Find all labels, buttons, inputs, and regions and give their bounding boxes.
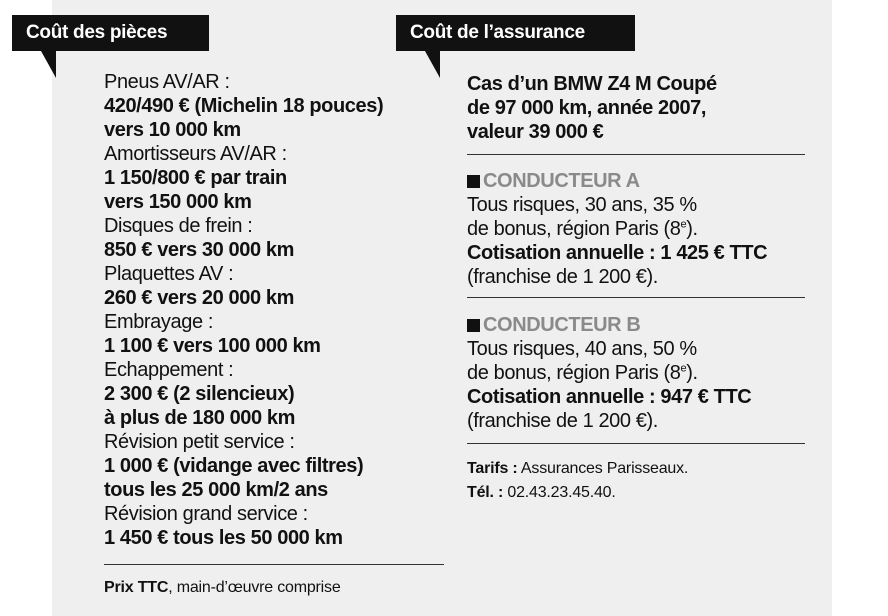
part-value: 850 € vers 30 000 km [104, 239, 294, 261]
parts-item [104, 502, 444, 550]
part-label: Révision petit service : [104, 431, 295, 453]
part-label: Embrayage : [104, 311, 213, 333]
part-label: Echappement : [104, 359, 234, 381]
part-value: à plus de 180 000 km [104, 407, 296, 429]
part-label: Pneus AV/AR : [104, 71, 230, 93]
driver-cotisation [467, 241, 807, 265]
part-value: vers 10 000 km [104, 119, 241, 141]
price-footnote [104, 578, 341, 598]
driver-bonus [467, 361, 807, 385]
driver-bonus-text: de bonus, région Paris (8 [467, 362, 681, 384]
part-label: Plaquettes AV : [104, 263, 234, 285]
part-label: Amortisseurs AV/AR : [104, 143, 287, 165]
parts-item [104, 310, 444, 358]
footnote-bold: Prix TTC [104, 579, 169, 596]
part-label: Disques de frein : [104, 215, 253, 237]
part-value: 1 150/800 € par train [104, 167, 287, 189]
driver-b-block [467, 313, 807, 433]
superscript: e [680, 362, 687, 375]
square-bullet-icon [467, 175, 480, 188]
part-value: 1 100 € vers 100 000 km [104, 335, 321, 357]
divider [467, 154, 805, 155]
part-value: 260 € vers 20 000 km [104, 287, 294, 309]
parts-item [104, 262, 444, 310]
car-line: Cas d’un BMW Z4 M Coupé [467, 73, 717, 95]
driver-a-block [467, 169, 807, 289]
part-label: Révision grand service : [104, 503, 308, 525]
tarifs-label: Tarifs : [467, 460, 518, 477]
tarifs-line [467, 457, 688, 481]
driver-bonus-end: ). [686, 362, 698, 384]
driver-title-text: CONDUCTEUR B [483, 314, 641, 336]
driver-cotisation [467, 385, 807, 409]
car-line: de 97 000 km, année 2007, [467, 97, 707, 119]
parts-item [104, 142, 444, 214]
parts-item [104, 214, 444, 262]
parts-cost-heading: Coût des pièces [12, 15, 209, 51]
car-line: valeur 39 000 € [467, 121, 604, 143]
driver-franchise: (franchise de 1 200 €). [467, 266, 658, 288]
driver-coverage: Tous risques, 40 ans, 50 % [467, 338, 697, 360]
footnote-text: , main-d’œuvre comprise [168, 579, 341, 596]
contact-info [467, 457, 688, 505]
parts-item [104, 430, 444, 502]
driver-title-text: CONDUCTEUR A [483, 170, 640, 192]
car-description [467, 72, 807, 144]
superscript: e [680, 218, 687, 231]
part-value: vers 150 000 km [104, 191, 252, 213]
driver-title [467, 313, 807, 337]
driver-bonus [467, 217, 807, 241]
heading-tail-shape [26, 51, 56, 78]
divider [467, 297, 805, 298]
parts-item [104, 70, 444, 142]
driver-bonus-text: de bonus, région Paris (8 [467, 218, 681, 240]
driver-franchise: (franchise de 1 200 €). [467, 410, 658, 432]
tel-value: 02.43.23.45.40. [503, 484, 616, 501]
cotisation-text: Cotisation annuelle : 947 € TTC [467, 386, 752, 408]
part-value: 1 000 € (vidange avec filtres) [104, 455, 364, 477]
driver-bonus-end: ). [686, 218, 698, 240]
part-value: tous les 25 000 km/2 ans [104, 479, 328, 501]
tarifs-value: Assurances Parisseaux. [517, 460, 689, 477]
insurance-cost-heading: Coût de l’assurance [396, 15, 635, 51]
parts-item [104, 358, 444, 430]
part-value: 420/490 € (Michelin 18 pouces) [104, 95, 384, 117]
part-value: 1 450 € tous les 50 000 km [104, 527, 343, 549]
driver-title [467, 169, 807, 193]
square-bullet-icon [467, 319, 480, 332]
divider [467, 443, 805, 444]
part-value: 2 300 € (2 silencieux) [104, 383, 295, 405]
tel-label: Tél. : [467, 484, 504, 501]
parts-list [104, 70, 444, 550]
cotisation-text: Cotisation annuelle : 1 425 € TTC [467, 242, 768, 264]
divider [104, 564, 444, 565]
tel-line [467, 481, 688, 505]
driver-coverage: Tous risques, 30 ans, 35 % [467, 194, 697, 216]
